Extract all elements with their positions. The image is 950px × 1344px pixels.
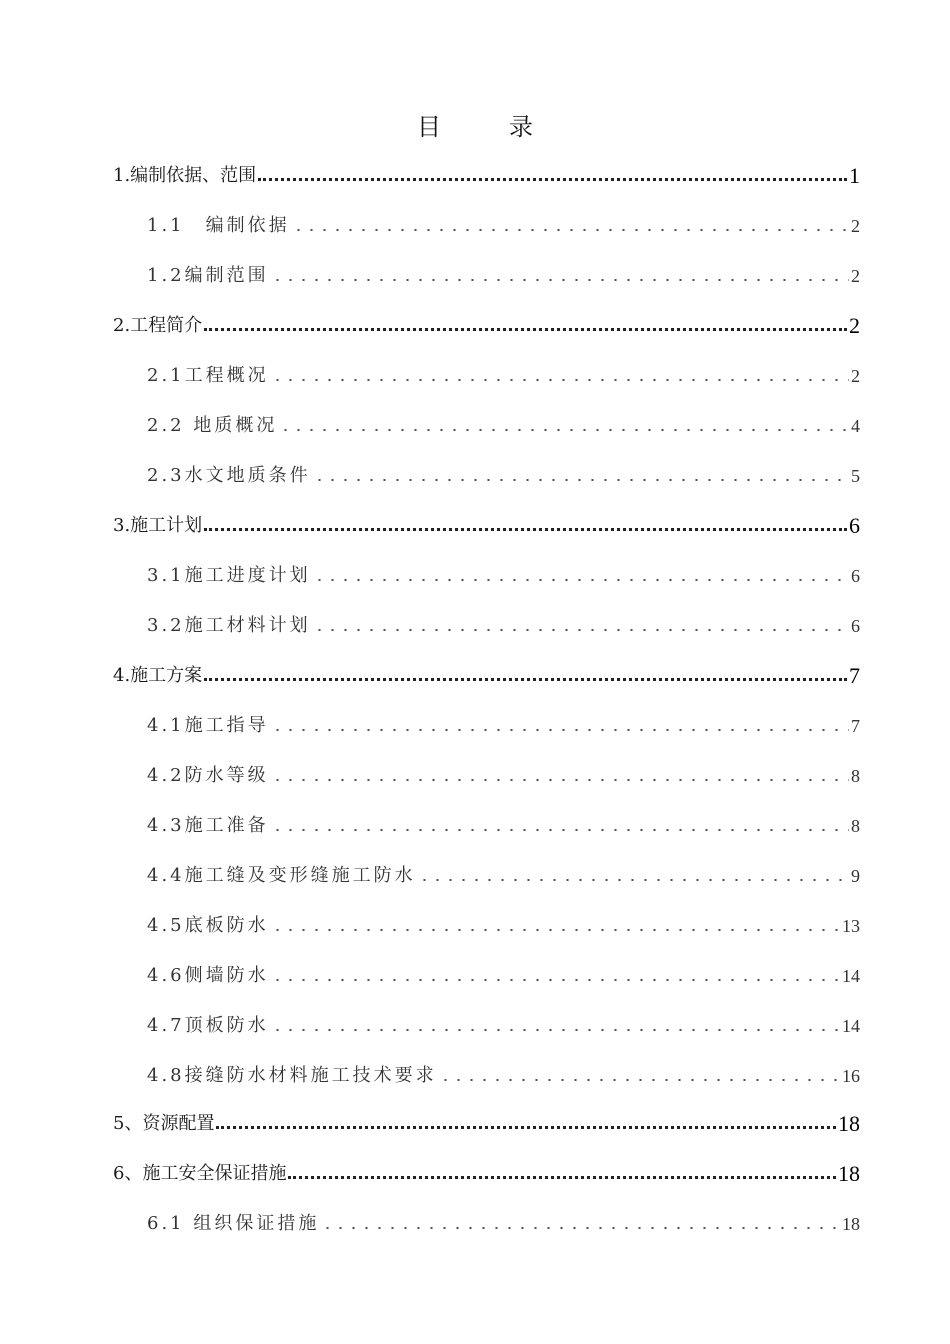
toc-page-number: 14	[842, 966, 860, 986]
toc-page-number: 1	[849, 163, 860, 188]
toc-entry-label: 3.施工计划	[113, 515, 203, 536]
toc-leader-dots	[313, 478, 849, 482]
toc-entry-label: 4.施工方案	[113, 665, 203, 686]
toc-leader-dots	[321, 1226, 840, 1230]
toc-leader-dots	[204, 674, 847, 681]
page-title: 目 录	[417, 113, 555, 141]
toc-entry-label: 3.1施工进度计划	[147, 565, 311, 586]
toc-page-number: 8	[851, 766, 860, 786]
toc-entry-label: 5、资源配置	[113, 1113, 215, 1134]
toc-entry[interactable]	[113, 308, 860, 338]
toc-leader-dots	[279, 428, 849, 432]
toc-entry-label: 1.编制依据、范围	[113, 165, 257, 186]
toc-page-number: 6	[851, 616, 860, 636]
toc-entry-label: 2.2 地质概况	[147, 415, 278, 436]
toc-entry[interactable]	[147, 558, 860, 588]
toc-entry[interactable]	[147, 1206, 860, 1236]
toc-page-number: 4	[851, 416, 860, 436]
toc-page-number: 18	[842, 1214, 860, 1234]
toc-entry[interactable]	[147, 408, 860, 438]
toc-entry[interactable]	[147, 608, 860, 638]
toc-entry[interactable]	[113, 1106, 860, 1136]
toc-entry[interactable]	[113, 158, 860, 188]
toc-leader-dots	[216, 1122, 836, 1129]
toc-leader-dots	[271, 928, 840, 932]
toc-entry[interactable]	[147, 1058, 860, 1088]
toc-entry[interactable]	[147, 958, 860, 988]
toc-leader-dots	[271, 778, 849, 782]
toc-page-number: 2	[851, 266, 860, 286]
toc-entry[interactable]	[147, 858, 860, 888]
toc-leader-dots	[271, 978, 840, 982]
toc-leader-dots	[204, 324, 847, 331]
toc-leader-dots	[271, 278, 849, 282]
toc-entry[interactable]	[113, 1156, 860, 1186]
toc-entry-label: 4.1施工指导	[147, 715, 269, 736]
toc-page-number: 18	[838, 1111, 860, 1136]
toc-entry-label: 4.2防水等级	[147, 765, 269, 786]
toc-entry-label: 6、施工安全保证措施	[113, 1163, 287, 1184]
toc-entry-label: 1.1 编制依据	[147, 215, 290, 236]
toc-page-number: 16	[842, 1066, 860, 1086]
toc-entry[interactable]	[147, 358, 860, 388]
toc-leader-dots	[258, 174, 847, 181]
toc-entry-label: 4.7顶板防水	[147, 1015, 269, 1036]
toc-leader-dots	[271, 1028, 840, 1032]
toc-leader-dots	[271, 728, 849, 732]
toc-entry[interactable]	[113, 508, 860, 538]
toc-entry[interactable]	[147, 208, 860, 238]
toc-page-number: 8	[851, 816, 860, 836]
toc-entry-label: 6.1 组织保证措施	[147, 1213, 320, 1234]
toc-entry[interactable]	[147, 908, 860, 938]
toc-page-number: 14	[842, 1016, 860, 1036]
toc-page-number: 5	[851, 466, 860, 486]
toc-entry-label: 2.1工程概况	[147, 365, 269, 386]
toc-leader-dots	[292, 228, 849, 232]
toc-entry-label: 4.6侧墙防水	[147, 965, 269, 986]
toc-leader-dots	[271, 828, 849, 832]
toc-leader-dots	[418, 878, 849, 882]
toc-page-number: 2	[849, 313, 860, 338]
toc-page-number: 7	[851, 716, 860, 736]
toc-entry[interactable]	[147, 458, 860, 488]
toc-entry[interactable]	[113, 658, 860, 688]
toc-entry[interactable]	[147, 1008, 860, 1038]
toc-entry[interactable]	[147, 758, 860, 788]
toc-leader-dots	[204, 524, 847, 531]
toc-page-number: 2	[851, 216, 860, 236]
toc-entry-label: 4.8接缝防水材料施工技术要求	[147, 1065, 437, 1086]
toc-entry[interactable]	[147, 258, 860, 288]
toc-entry-label: 2.工程简介	[113, 315, 203, 336]
toc-entry-label: 4.3施工准备	[147, 815, 269, 836]
toc-page-number: 6	[849, 513, 860, 538]
toc-page-number: 18	[838, 1161, 860, 1186]
toc-entry-label: 3.2施工材料计划	[147, 615, 311, 636]
toc-entry[interactable]	[147, 808, 860, 838]
toc-page-number: 6	[851, 566, 860, 586]
toc-leader-dots	[313, 628, 849, 632]
toc-leader-dots	[288, 1172, 836, 1179]
toc-leader-dots	[313, 578, 849, 582]
toc-leader-dots	[271, 378, 849, 382]
toc-entry[interactable]	[147, 708, 860, 738]
toc-page-number: 13	[842, 916, 860, 936]
toc-leader-dots	[439, 1078, 840, 1082]
toc-entry-label: 1.2编制范围	[147, 265, 269, 286]
toc-entry-label: 4.5底板防水	[147, 915, 269, 936]
toc-page-number: 7	[849, 663, 860, 688]
toc-entry-label: 2.3水文地质条件	[147, 465, 311, 486]
toc-entry-label: 4.4施工缝及变形缝施工防水	[147, 865, 416, 886]
toc-page-number: 2	[851, 366, 860, 386]
toc-page-number: 9	[851, 866, 860, 886]
